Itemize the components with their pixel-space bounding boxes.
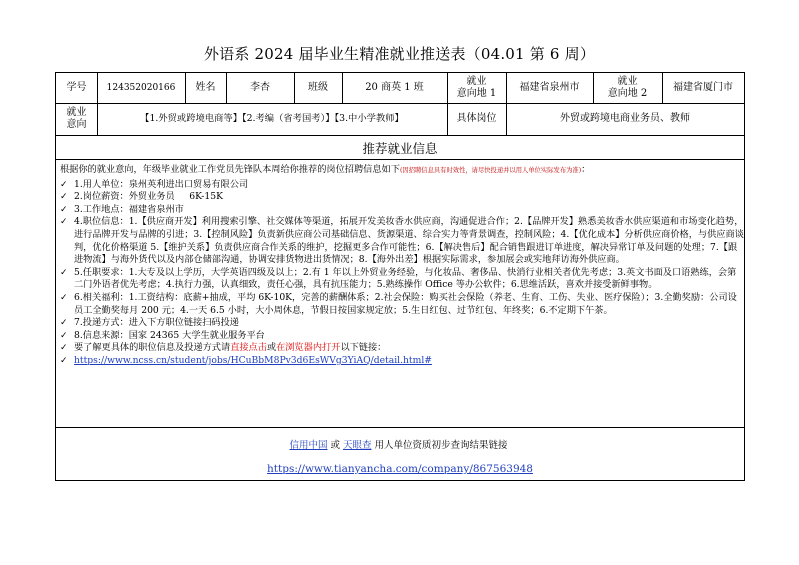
class-label: 班级 [308,82,328,93]
intent-value: 【1.外贸或跨境电商等】【2.考编（省考国考）】【3.中小学教师】 [140,113,404,124]
check-icon: ✓ [60,217,68,228]
check-icon: ✓ [60,343,68,354]
company-url-line [56,463,744,475]
tianyancha-link[interactable]: 天眼查 [343,440,372,451]
more-mid: 或 [266,342,277,354]
company-url-link[interactable]: https://www.tianyancha.com/company/867563948 [267,463,533,475]
check-icon: ✓ [60,267,68,278]
list-item [60,204,744,217]
company-check-desc: 用人单位资质初步查询结果链接 [374,440,508,451]
list-item [60,267,744,292]
credit-china-link[interactable]: 信用中国 [289,440,328,451]
check-icon: ✓ [60,355,68,366]
check-icon: ✓ [60,318,68,329]
benefits-item: 6.相关福利：1.工资结构：底薪+抽成，平均 6K-10K，完善的薪酬体系；2.社会保险：购买社会保险（养老、生育、工伤、失业、医疗保险）；3.全勤奖励：公司设员工全勤奖每月 200 元；4.一天 6.5 小时，大小周休息，节假日按国家规定放；5.生日红包、过节红包、年终奖；6.不定期下午茶。 [74,291,737,316]
job-detail-link[interactable]: https://www.ncss.cn/student/jobs/HCuBbM8Pv3d6EsWVg3YiAQ/detail.html# [74,354,432,366]
list-item [60,179,744,192]
check-icon: ✓ [60,192,68,203]
student-id-value: 124352020166 [106,83,176,93]
more-red-click: 直接点击 [230,342,267,354]
document-title: 外语系 2024 届毕业生精准就业推送表（04.01 第 6 周） [203,45,596,63]
apply-method-item: 7.投递方式：进入下方职位链接扫码投递 [74,317,239,329]
intro-line [60,164,744,178]
check-icon: ✓ [60,292,68,303]
row-divider [56,159,744,160]
location-item: 3.工作地点：福建省泉州市 [74,203,184,215]
pref1-value: 福建省泉州市 [519,82,580,93]
more-prefix: 要了解更具体的职位信息及投递方式请 [74,342,231,354]
list-item [60,191,744,204]
pref2-value: 福建省厦门市 [673,82,733,93]
position-label: 具体岗位 [456,113,497,124]
list-item [60,330,744,343]
recommendation-body [60,164,744,368]
employer-item: 1.用人单位：泉州英利进出口贸易有限公司 [74,178,249,190]
check-icon: ✓ [60,179,68,190]
company-check-line [56,434,744,454]
requirements-item: 5.任职要求：1.大专及以上学历，大学英语四级及以上；2.有 1 年以上外贸业务经验，与化妆品、奢侈品、快消行业相关者优先考虑；3.英文书面及口语熟练，会第二门外语者优先考虑；4.执行力强，认真细致，责任心强，具有抗压能力；5.熟练操作 Office 等办公软件；6.思维活跃，喜欢并接受新鲜事物。 [74,266,737,291]
pref1-label: 就业 意向地 1 [456,76,497,99]
intent-label: 就业 意向 [66,107,87,130]
more-suffix: 以下链接： [340,342,387,354]
name-value: 李杏 [250,82,270,93]
salary-item: 2.岗位薪资：外贸业务员 6K-15K [74,191,223,203]
or-text: 或 [330,440,340,451]
job-info-item: 4.职位信息：1.【供应商开发】利用搜索引擎、社交媒体等渠道，拓展开发美妆香水供应商，沟通促进合作；2.【品牌开发】熟悉美妆香水供应渠道和市场变化趋势，进行品牌开发与品牌的引进；3.【控制风险】负责新供应商公司基础信息、货源渠道、综合实力等背景调查，控制风险；4.【优化成本】分析供应商价格，与供应商谈判，优化价格渠道 5.【维护关系】负责供应商合作关系的维护，挖掘更多合作可能性；6.【解决售后】配合销售跟进订单进度，解决异常订单及问题的处理；7.【跟进物流】与海外货代以及内部仓储部沟通，协调安排货物进出货情况；8.【海外出差】根据实际需求，参加展会或实地拜访海外供应商。 [74,216,744,266]
source-item: 8.信息来源：国家 24365 大学生就业服务平台 [74,329,265,341]
check-icon: ✓ [60,330,68,341]
list-item [60,355,744,368]
row-divider [56,135,744,136]
section-title: 推荐就业信息 [362,141,438,156]
intro-note: (因招聘信息具有时效性，请尽快投递并以用人单位实际发布为准) [399,167,582,174]
class-value: 20 商英 1 班 [365,82,424,93]
position-value: 外贸或跨境电商业务员、教师 [560,113,690,124]
list-item [60,342,744,355]
list-item [60,317,744,330]
more-info-item [74,342,744,355]
student-id-label: 学号 [66,82,87,93]
list-item [60,216,744,266]
employment-form-table [55,72,745,481]
check-icon: ✓ [60,204,68,215]
more-red-browser: 在浏览器内打开 [276,342,341,354]
list-item [60,292,744,317]
name-label: 姓名 [195,82,216,93]
row-divider [56,427,744,428]
intro-tail: ： [581,164,591,175]
pref2-label: 就业 意向地 2 [607,76,648,99]
intro-text: 根据你的就业意向，年级毕业就业工作党员先锋队本周给你推荐的岗位招聘信息如下 [60,164,400,175]
